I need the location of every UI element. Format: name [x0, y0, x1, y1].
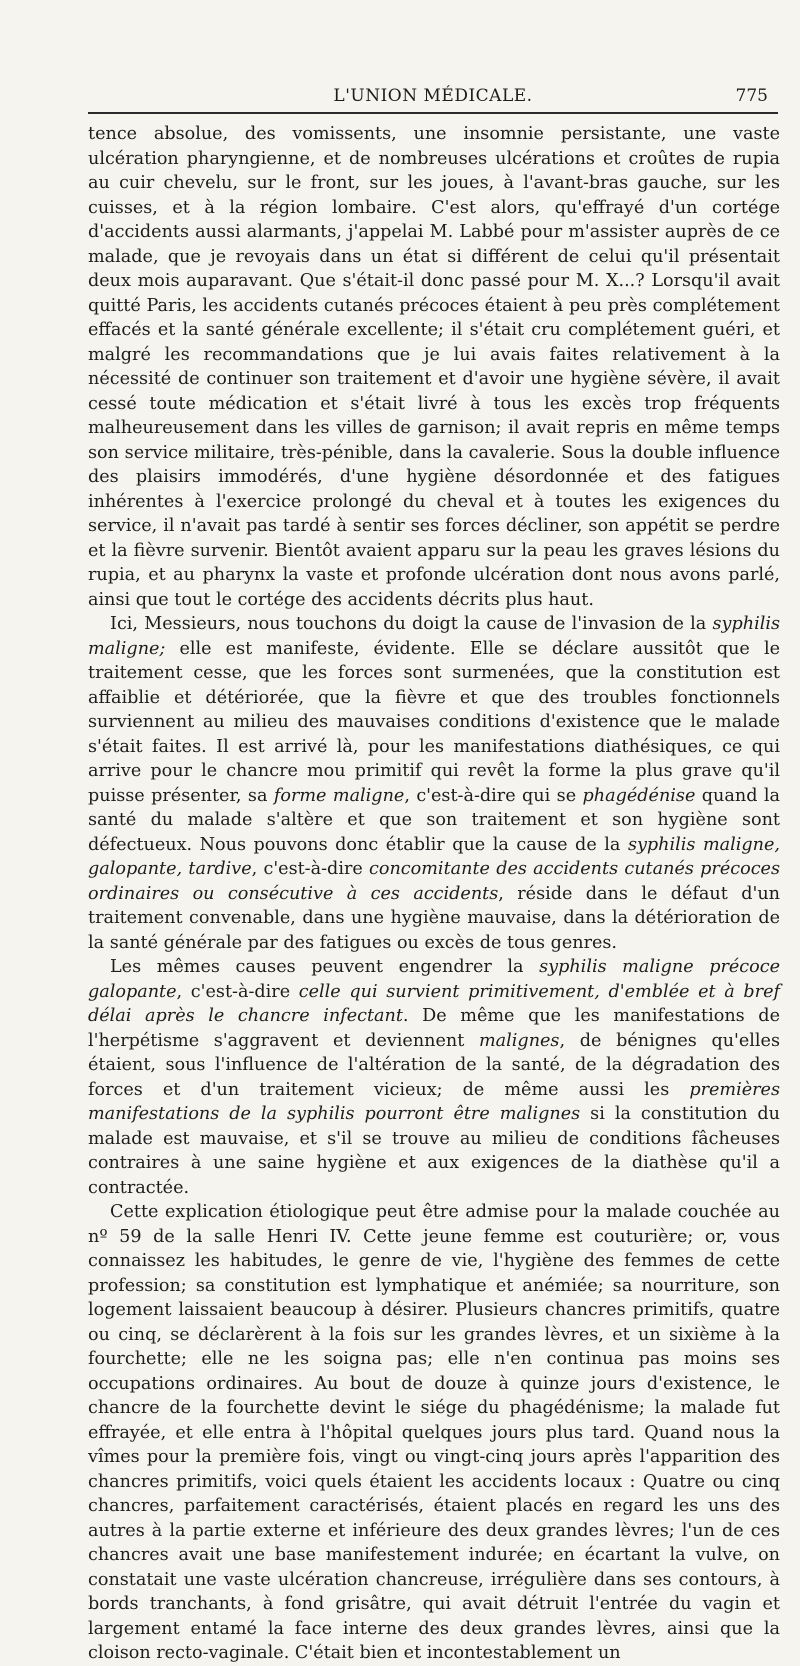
- italic-text: malignes: [479, 1030, 560, 1051]
- text-run: , c'est-à-dire: [176, 981, 299, 1002]
- journal-title: L'UNION MÉDICALE.: [333, 86, 533, 106]
- text-run: quand la santé du malade s'altère et que son traitement et son hygiène sont défectueux. Nous pouvons donc établir que la cause de la: [88, 785, 780, 855]
- paragraph: [88, 122, 780, 612]
- paragraph: [88, 1200, 780, 1666]
- text-run: , réside dans le défaut d'un traitement convenable, dans une hygiène mauvaise, dans la détérioration de la santé générale par des fatigues ou excès de tous genres.: [88, 883, 780, 953]
- italic-text: syphilis maligne précoce galopante: [88, 957, 780, 1002]
- italic-text: phagédénise: [582, 785, 696, 806]
- text-run: elle est manifeste, évidente. Elle se déclare aussitôt que le traitement cesse, que les forces sont surmenées, que la constitution est affaiblie et détériorée, que la fièvre et que des troubles fonctionnels surviennent au milieu des mauvaises conditions d'existence que le malade s'était faites. Il est arrivé là, pour les manifestations diathésiques, ce qui arrive pour le chancre mou primitif qui revêt la forme la plus grave qu'il puisse présenter, sa: [88, 638, 780, 806]
- text-run: Les mêmes causes peuvent engendrer la: [110, 957, 540, 977]
- page-number: 775: [735, 86, 768, 106]
- text-run: . De même que les manifestations de l'herpétisme s'aggravent et deviennent: [88, 1006, 780, 1051]
- text-run: si la constitution du malade est mauvaise, et s'il se trouve au milieu de conditions fâcheuses contraires à une saine hygiène et aux exigences de la diathèse qu'il a contractée.: [88, 1104, 781, 1198]
- italic-text: syphilis maligne;: [88, 614, 780, 659]
- text-run: , c'est-à-dire qui se: [404, 785, 583, 806]
- text-run: Ici, Messieurs, nous touchons du doigt la cause de l'invasion de la: [110, 614, 713, 634]
- article-body: [88, 122, 780, 1666]
- text-run: tence absolue, des vomissents, une insomnie persistante, une vaste ulcération pharyngienne, et de nombreuses ulcérations et croûtes de rupia au cuir chevelu, sur le front, sur les joues, à l'avant-bras gauche, sur les cuisses, et à la région lombaire. C'est alors, qu'effrayé d'un cortége d'accidents aussi alarmants, j'appelai M. Labbé pour m'assister auprès de ce malade, que je revoyais dans un état si différent de celui qu'il présentait deux mois auparavant. Que s'était-il donc passé pour M. X...? Lorsqu'il avait quitté Paris, les accidents cutanés précoces étaient à peu près complétement effacés et la santé générale excellente; il s'était cru complétement guéri, et malgré les recommandations que je lui avais faites relativement à la nécessité de continuer son traitement et d'avoir une hygiène sévère, il avait cessé toute médication et s'était livré à tous les excès trop fréquents malheureusement dans les villes de garnison; il avait repris en même temps son service militaire, très-pénible, dans la cavalerie. Sous la double influence des plaisirs immodérés, d'une hygiène désordonnée et des fatigues inhérentes à l'exercice prolongé du cheval et à toutes les exigences du service, il n'avait pas tardé à sentir ses forces décliner, son appétit se perdre et la fièvre survenir. Bientôt avaient apparu sur la peau les graves lésions du rupia, et au pharynx la vaste et profonde ulcération dont nous avons parlé, ainsi que tout le cortége des accidents décrits plus haut.: [88, 124, 780, 610]
- italic-text: premières manifestations de la syphilis pourront être malignes: [88, 1079, 780, 1124]
- text-run: , de bénignes qu'elles étaient, sous l'influence de l'altération de la santé, de la dégradation des forces et d'un traitement vicieux; de même aussi les: [88, 1030, 780, 1100]
- text-run: Cette explication étiologique peut être admise pour la malade couchée au nº 59 de la salle Henri IV. Cette jeune femme est couturière; or, vous connaissez les habitudes, le genre de vie, l'hygiène des femmes de cette profession; sa constitution est lymphatique et anémiée; sa nourriture, son logement laissaient beaucoup à désirer. Plusieurs chancres primitifs, quatre ou cinq, se déclarèrent à la fois sur les grandes lèvres, et un sixième à la fourchette; elle ne les soigna pas; elle n'en continua pas moins ses occupations ordinaires. Au bout de douze à quinze jours d'existence, le chancre de la fourchette devint le siége du phagédénisme; la malade fut effrayée, et elle entra à l'hôpital quelques jours plus tard. Quand nous la vîmes pour la première fois, vingt ou vingt-cinq jours après l'apparition des chancres primitifs, voici quels étaient les accidents locaux : Quatre ou cinq chancres, parfaitement caractérisés, étaient placés en regard les uns des autres à la partie externe et inférieure des deux grandes lèvres; l'un de ces chancres avait une base manifestement indurée; en écartant la vulve, on constatait une vaste ulcération chancreuse, irrégulière dans ses contours, à bords tranchants, à fond grisâtre, qui avait détruit l'entrée du vagin et largement entamé la face interne des deux grandes lèvres, ainsi que la cloison recto-vaginale. C'était bien et incontestablement un: [88, 1202, 780, 1663]
- running-header: [88, 82, 778, 110]
- header-rule: [88, 112, 778, 114]
- italic-text: concomitante des accidents cutanés précoces ordinaires ou consécutive à ces accidents: [88, 859, 780, 904]
- text-run: , c'est-à-dire: [251, 859, 370, 879]
- italic-text: celle qui survient primitivement, d'emblée et à bref délai après le chancre infectant: [88, 981, 780, 1026]
- paragraph: [88, 955, 780, 1200]
- italic-text: forme maligne: [273, 785, 405, 806]
- italic-text: syphilis maligne, galopante, tardive: [88, 834, 780, 879]
- paragraph: [88, 612, 780, 955]
